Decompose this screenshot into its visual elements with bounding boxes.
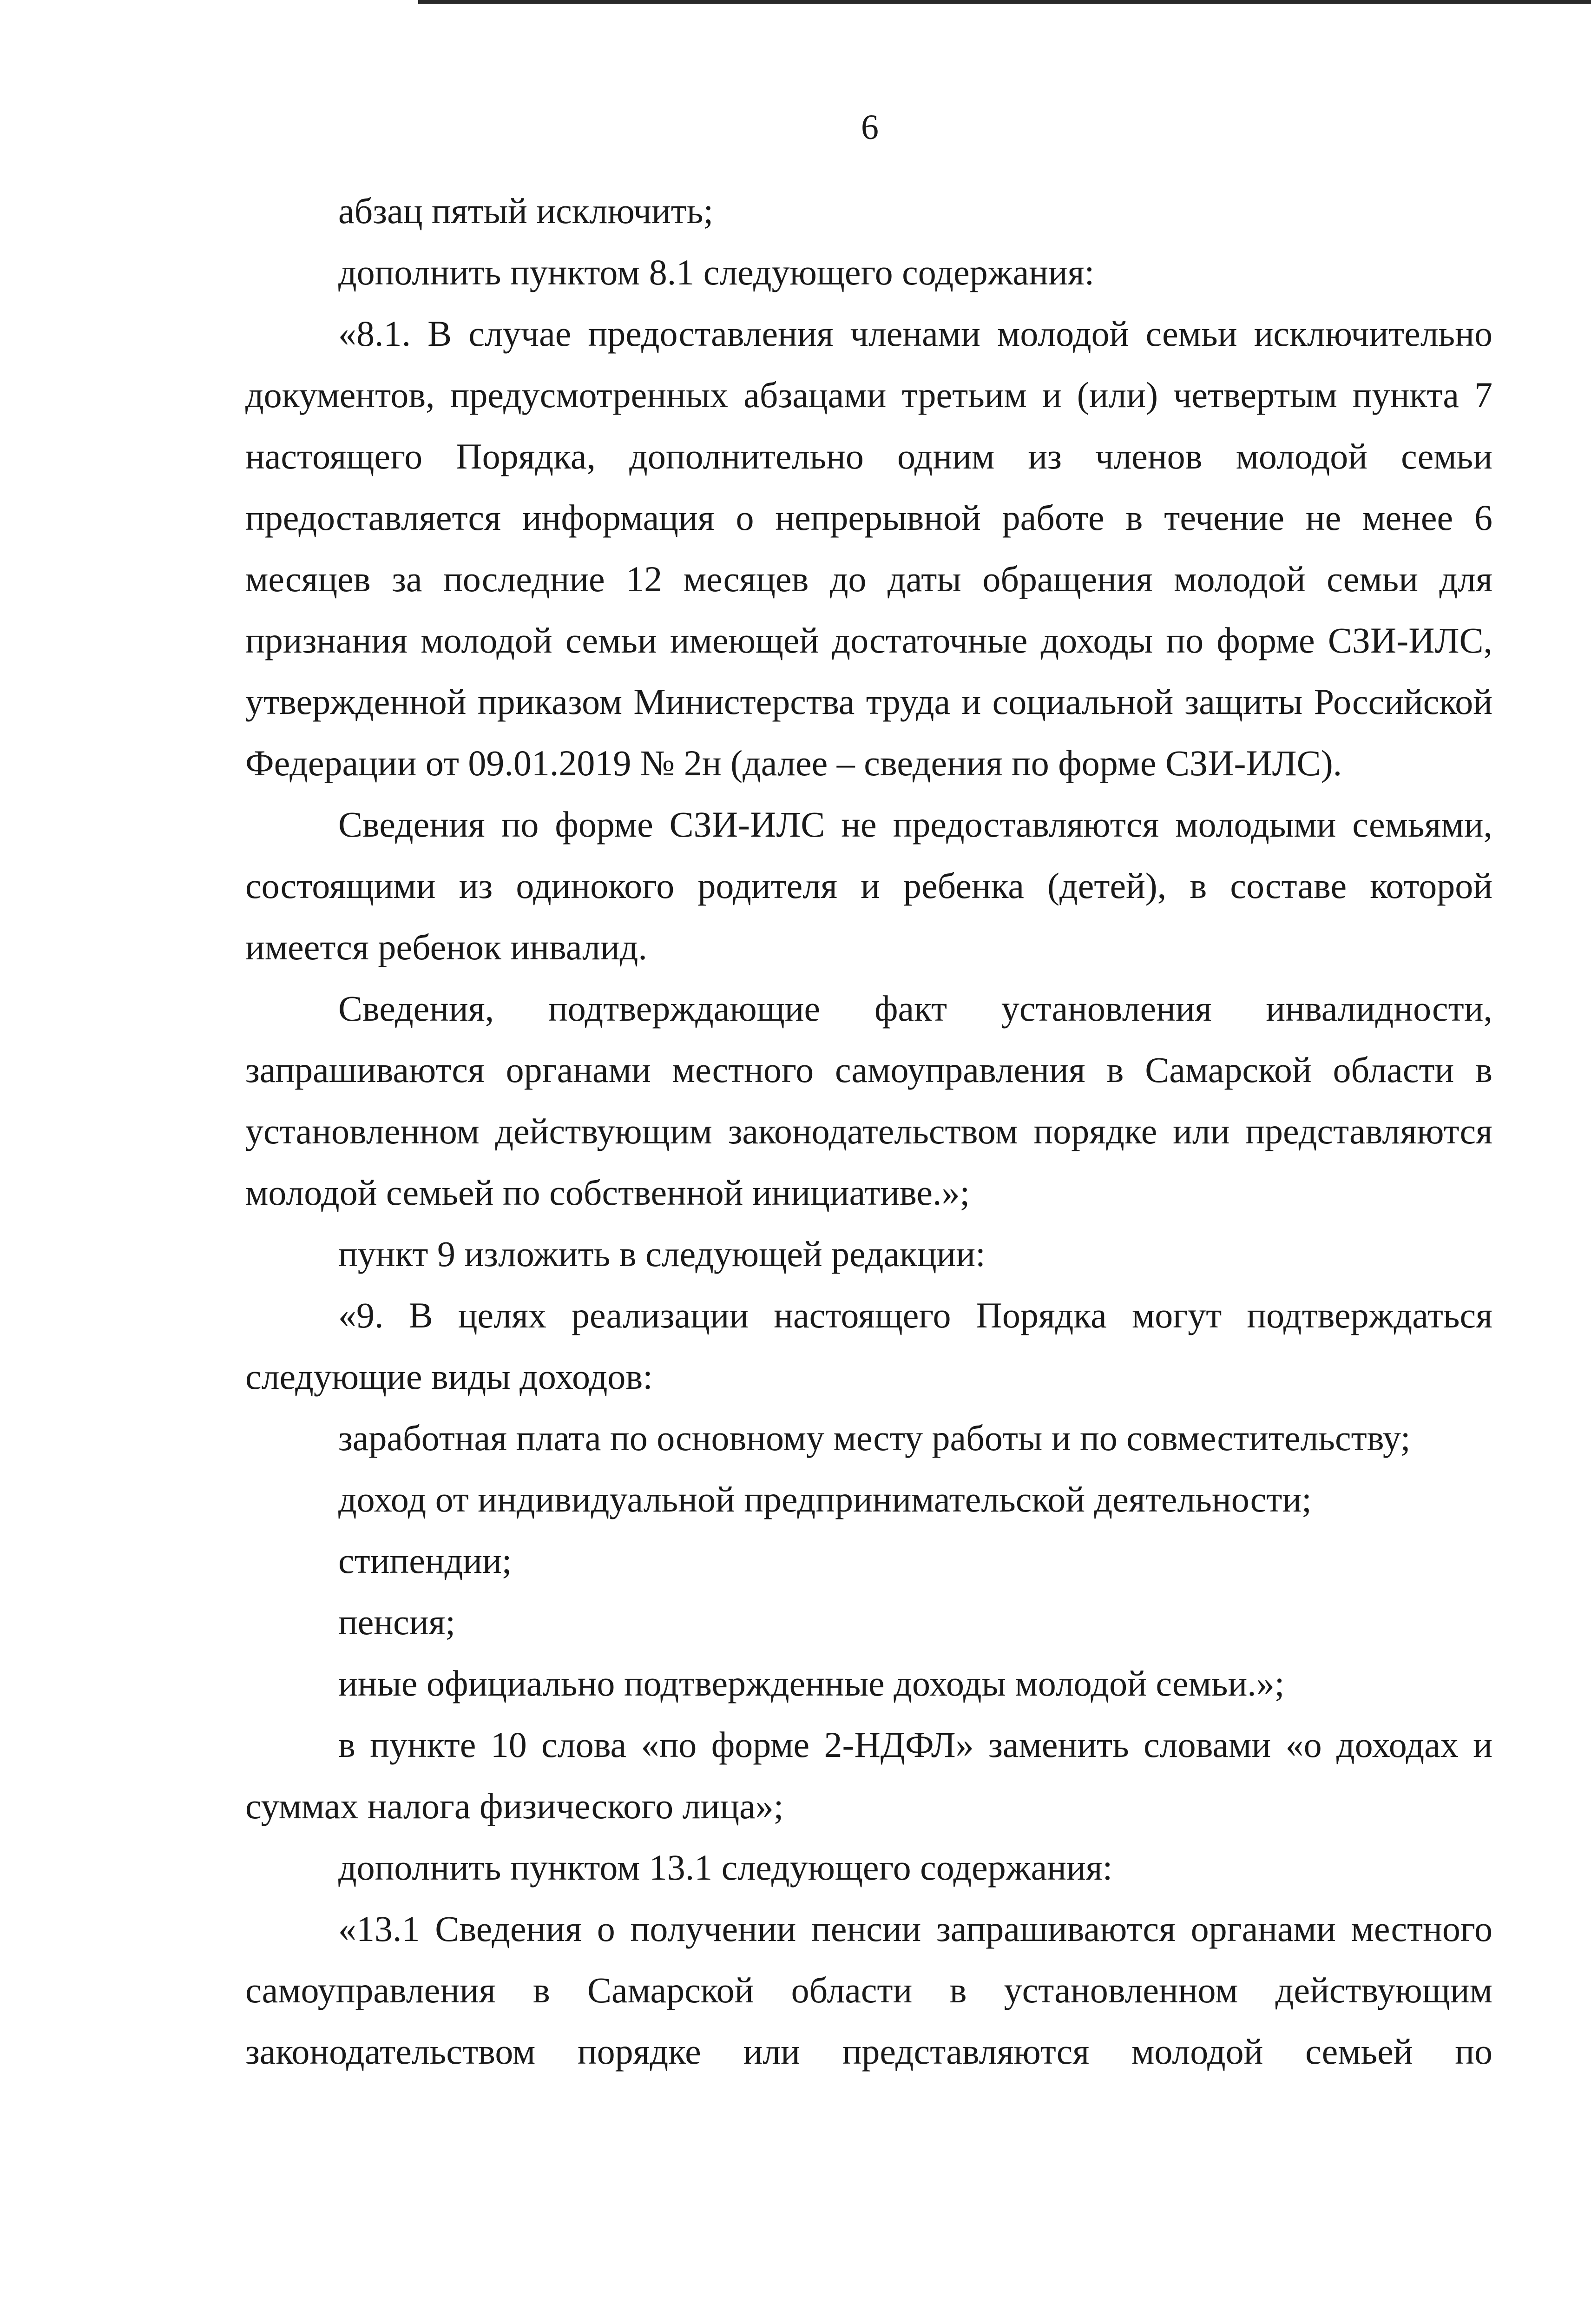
paragraph-5: Сведения, подтверждающие факт установления инвалидности, запрашиваются органами местного самоуправления в Самарской области в установленном действующим законодательством порядке или представляются молодой семьей по собственной инициативе.»; <box>245 988 1492 1213</box>
paragraph-10: стипендии; <box>338 1540 512 1581</box>
paragraph-6: пункт 9 изложить в следующей редакции: <box>338 1234 986 1274</box>
paragraph-1: абзац пятый исключить; <box>338 191 714 231</box>
paragraph-14: дополнить пунктом 13.1 следующего содержания: <box>338 1847 1113 1888</box>
paragraph-13: в пункте 10 слова «по форме 2-НДФЛ» заменить словами «о доходах и суммах налога физического лица»; <box>245 1724 1492 1826</box>
paragraph-12: иные официально подтвержденные доходы молодой семьи.»; <box>338 1663 1285 1703</box>
paragraph-8: заработная плата по основному месту работы и по совместительству; <box>338 1418 1411 1458</box>
paragraph-15: «13.1 Сведения о получении пенсии запрашиваются органами местного самоуправления в Самарской области в установленном действующим законодательством порядке или представляются молодой семьей по <box>245 1908 1492 2072</box>
paragraph-11: пенсия; <box>338 1602 456 1642</box>
paragraph-4: Сведения по форме СЗИ-ИЛС не предоставляются молодыми семьями, состоящими из одинокого родителя и ребенка (детей), в составе которой имеется ребенок инвалид. <box>245 804 1492 967</box>
paragraph-9: доход от индивидуальной предпринимательской деятельности; <box>338 1479 1312 1519</box>
paragraph-2: дополнить пунктом 8.1 следующего содержания: <box>338 252 1095 292</box>
document-body <box>245 180 1492 2082</box>
paragraph-3: «8.1. В случае предоставления членами молодой семьи исключительно документов, предусмотренных абзацами третьим и (или) четвертым пункта 7 настоящего Порядка, дополнительно одним из членов молодой семьи предоставляется информация о непрерывной работе в течение не менее 6 месяцев за последние 12 месяцев до даты обращения молодой семьи для признания молодой семьи имеющей достаточные доходы по форме СЗИ-ИЛС, утвержденной приказом Министерства труда и социальной защиты Российской Федерации от 09.01.2019 № 2н (далее – сведения по форме СЗИ-ИЛС). <box>245 313 1492 783</box>
page-number: 6 <box>861 108 879 147</box>
top-scan-rule <box>418 0 1591 4</box>
paragraph-7: «9. В целях реализации настоящего Порядка могут подтверждаться следующие виды доходов: <box>245 1295 1492 1397</box>
